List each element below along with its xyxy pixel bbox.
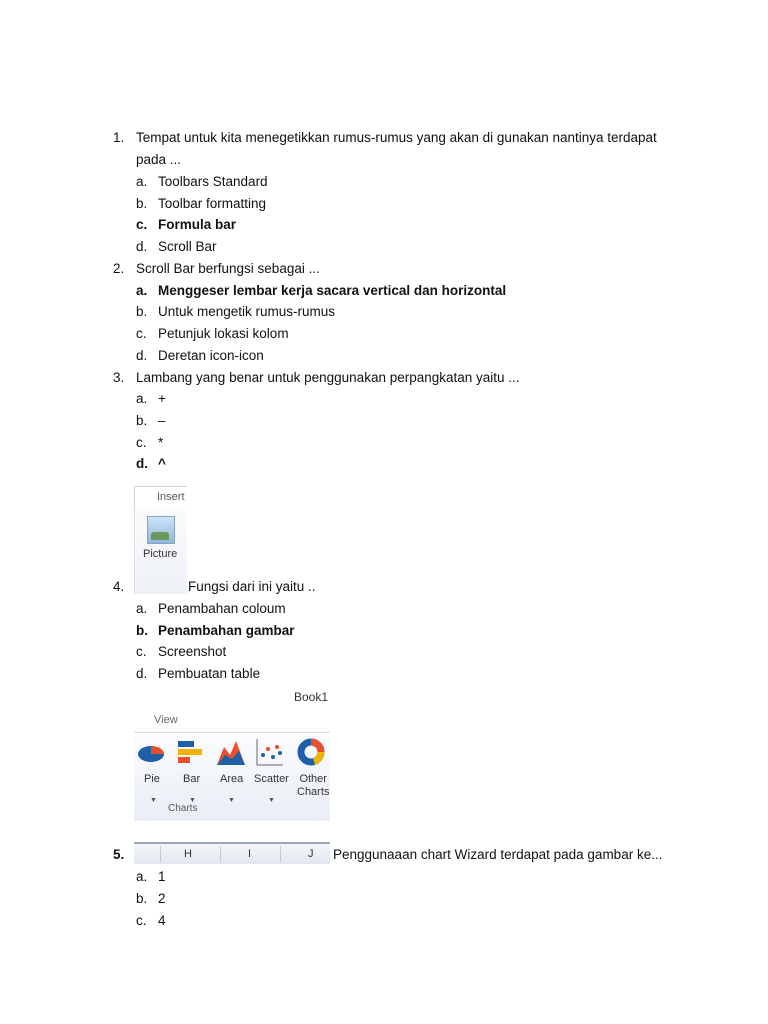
option-text: * [158, 435, 164, 450]
picture-icon [147, 516, 175, 544]
option-text: Toolbars Standard [158, 174, 268, 189]
option-text-correct: Penambahan gambar [158, 623, 295, 638]
chart-button-label: Scatter [254, 773, 289, 785]
option-text-correct: ^ [158, 456, 166, 471]
question-1-number: 1. [113, 130, 125, 145]
option-text-correct: Menggeser lembar kerja sacara vertical dan horizontal [158, 283, 507, 298]
option-letter: b. [136, 196, 148, 211]
option-text: Deretan icon-icon [158, 348, 264, 363]
column-header: J [308, 848, 314, 860]
question-5-number: 5. [113, 847, 125, 862]
option-letter: c. [136, 217, 148, 232]
option-letter: d. [136, 456, 148, 471]
chart-button-label: Area [220, 773, 244, 785]
option-letter: a. [136, 391, 148, 406]
question-1-text: Tempat untuk kita menegetikkan rumus-rumus yang akan di gunakan nantinya terdapat [136, 130, 657, 145]
chevron-down-icon: ▼ [150, 797, 157, 804]
chevron-down-icon: ▼ [268, 797, 275, 804]
picture-button-label: Picture [143, 548, 178, 560]
option-letter: a. [136, 174, 148, 189]
option-letter: d. [136, 666, 148, 681]
option-letter: d. [136, 239, 148, 254]
question-1-text-cont: pada ... [136, 152, 182, 167]
column-header: H [184, 848, 192, 860]
option-text: Penambahan coloum [158, 601, 286, 616]
window-title: Book1 [294, 690, 329, 704]
area-chart-icon [216, 737, 246, 767]
option-letter: c. [136, 913, 147, 928]
option-text: Toolbar formatting [158, 196, 267, 211]
question-4-number: 4. [113, 579, 125, 594]
doughnut-chart-icon [296, 737, 326, 767]
scatter-chart-icon [255, 737, 285, 767]
column-separator [220, 846, 221, 862]
option-text: Petunjuk lokasi kolom [158, 326, 289, 341]
column-header-strip [134, 842, 330, 864]
column-separator [160, 846, 161, 862]
option-text-correct: Formula bar [158, 217, 237, 232]
option-text: Screenshot [158, 644, 227, 659]
ribbon-tab-insert [134, 486, 187, 511]
charts-group [134, 732, 330, 821]
option-text: 1 [158, 869, 166, 884]
option-text: Scroll Bar [158, 239, 217, 254]
option-letter: a. [136, 283, 148, 298]
option-letter: a. [136, 869, 148, 884]
chevron-down-icon: ▼ [228, 797, 235, 804]
chart-button-label [297, 773, 329, 799]
option-text: Pembuatan table [158, 666, 261, 681]
option-text: + [158, 391, 166, 406]
other-label: Other [299, 773, 327, 785]
column-header: I [248, 848, 252, 860]
charts-label: Charts [297, 786, 330, 798]
option-text: 2 [158, 891, 166, 906]
option-letter: c. [136, 326, 147, 341]
pie-chart-icon [136, 737, 166, 767]
option-letter: c. [136, 644, 147, 659]
ribbon-group-label: Charts [168, 803, 198, 814]
option-letter: d. [136, 348, 148, 363]
ribbon-tab-label: Insert [157, 491, 185, 503]
question-4-text: Fungsi dari ini yaitu .. [188, 579, 316, 594]
charts-ribbon-screenshot [134, 708, 330, 820]
insert-picture-screenshot [134, 472, 186, 594]
question-5-text: Penggunaaan chart Wizard terdapat pada gambar ke... [333, 847, 663, 862]
chart-button-label: Pie [144, 773, 160, 785]
question-3-number: 3. [113, 370, 125, 385]
question-3-text: Lambang yang benar untuk penggunakan perpangkatan yaitu ... [136, 370, 520, 385]
option-letter: b. [136, 891, 148, 906]
option-letter: b. [136, 623, 148, 638]
bar-chart-icon [176, 737, 206, 767]
chart-button-label: Bar [183, 773, 201, 785]
ribbon-body [134, 510, 187, 594]
option-letter: a. [136, 601, 148, 616]
chevron-down-icon: ▼ [189, 797, 196, 804]
option-text: Untuk mengetik rumus-rumus [158, 304, 336, 319]
ribbon-tab-view: View [154, 714, 178, 726]
column-separator [280, 846, 281, 862]
option-text: 4 [158, 913, 166, 928]
option-letter: b. [136, 413, 148, 428]
option-letter: b. [136, 304, 148, 319]
option-text: – [158, 413, 166, 428]
question-2-number: 2. [113, 261, 125, 276]
option-letter: c. [136, 435, 147, 450]
question-2-text: Scroll Bar berfungsi sebagai ... [136, 261, 320, 276]
